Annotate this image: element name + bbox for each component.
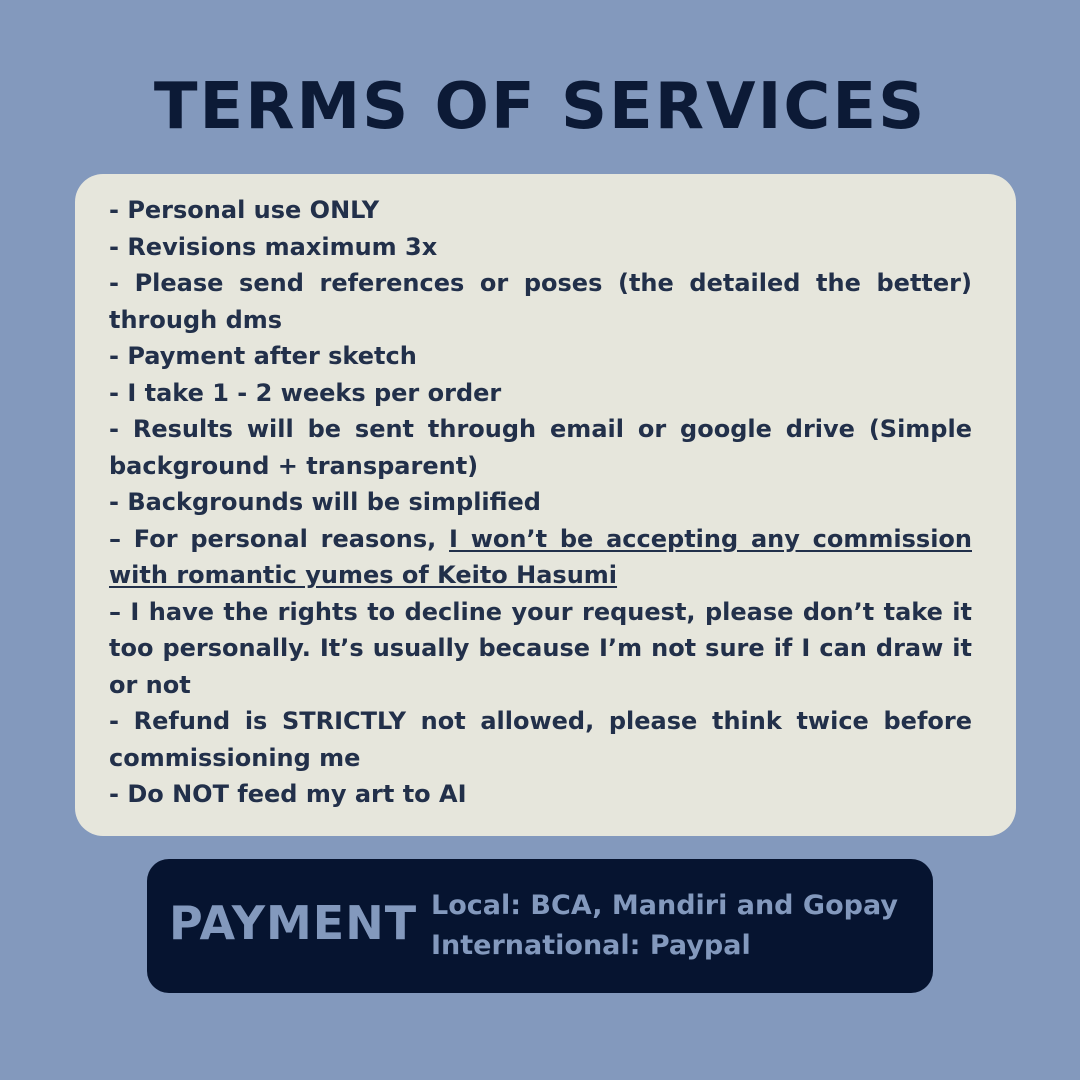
- term-payment-after-sketch: - Payment after sketch: [109, 342, 417, 370]
- term-personal-use: - Personal use ONLY: [109, 196, 380, 224]
- terms-list: [109, 192, 972, 813]
- term-personal-reasons: [109, 521, 972, 594]
- term-references: - Please send references or poses (the detailed the better) through dms: [109, 269, 972, 334]
- term-revisions: - Revisions maximum 3x: [109, 232, 438, 261]
- term-results-delivery: - Results will be sent through email or google drive (Simple background + transparent): [109, 415, 972, 480]
- page-title: TERMS OF SERVICES: [153, 70, 927, 144]
- term-backgrounds: - Backgrounds will be simplified: [109, 488, 541, 516]
- payment-local: Local: BCA, Mandiri and Gopay: [431, 890, 898, 921]
- term-duration: - I take 1 - 2 weeks per order: [109, 378, 502, 407]
- term-right-to-decline: – I have the rights to decline your request, please don’t take it too personally. It’s usually because I’m not sure if I can draw it or not: [109, 597, 972, 699]
- term-personal-reasons-underlined: I won’t be accepting any commission with romantic yumes of Keito Hasumi: [109, 524, 972, 589]
- term-no-ai: - Do NOT feed my art to AI: [109, 780, 467, 808]
- payment-label: PAYMENT: [169, 896, 418, 950]
- payment-international: International: Paypal: [431, 930, 751, 961]
- term-no-refund: - Refund is STRICTLY not allowed, please think twice before commissioning me: [109, 707, 972, 772]
- payment-box: [147, 859, 933, 993]
- terms-card: [75, 174, 1016, 836]
- term-personal-reasons-prefix: – For personal reasons,: [109, 524, 450, 553]
- payment-methods: [431, 886, 898, 966]
